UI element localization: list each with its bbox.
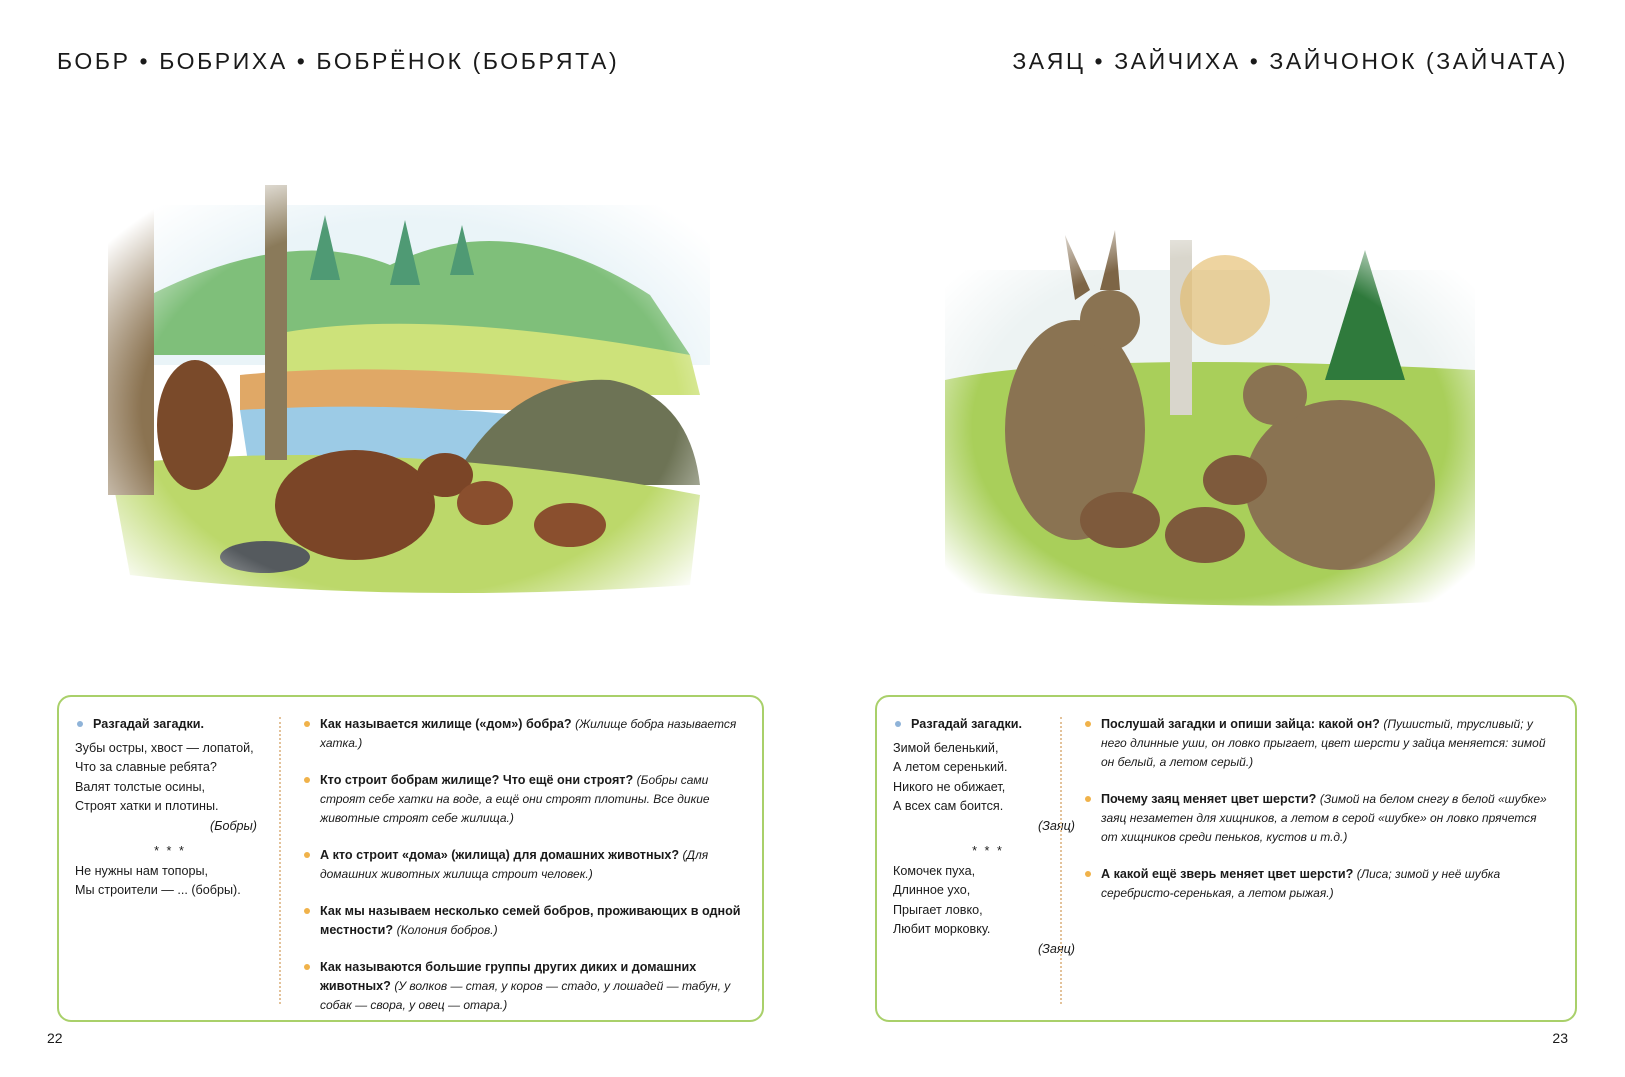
left-page-title: БОБР • БОБРИХА • БОБРЁНОК (БОБРЯТА) [57, 48, 620, 74]
riddle-line: Строят хатки и плотины. [75, 799, 219, 813]
question-text: Кто строит бобрам жилище? Что ещё они строят? [320, 773, 634, 787]
question-item [302, 715, 742, 753]
riddles-column [893, 715, 1083, 959]
question-text: Как называются большие группы других диких и домашних животных? [320, 960, 697, 993]
question-item [302, 958, 742, 1015]
question-item [1083, 865, 1555, 903]
riddle-separator: * * * [154, 844, 186, 858]
riddle-line: Зимой беленький, [893, 740, 999, 755]
riddle-line: Никого не обижает, [893, 779, 1006, 794]
riddle-line: Прыгает ловко, [893, 902, 983, 917]
right-page-title: ЗАЯЦ • ЗАЙЧИХА • ЗАЙЧОНОК (ЗАЙЧАТА) [1012, 48, 1568, 74]
question-item [1083, 715, 1555, 772]
riddle-line: Комочек пуха, [893, 863, 976, 878]
riddle-line: Любит морковку. [893, 922, 991, 936]
question-answer: (Зимой на белом снегу в белой «шубке» заяц незаметен для хищников, а летом в серой «шубке» он ловко прячется от хищников среди пеньков, кустов и т.д.) [1101, 792, 1547, 844]
riddle-separator: * * * [972, 844, 1004, 858]
question-answer: (Жилище бобра называется хатка.) [320, 717, 737, 750]
riddle-line: А летом серенький. [893, 760, 1008, 774]
riddle-line: Мы строители — ... (бобры). [75, 883, 241, 897]
column-divider [1060, 717, 1062, 1004]
question-answer: (Колония бобров.) [396, 923, 498, 937]
riddle-answer: (Заяц) [1037, 941, 1075, 956]
riddle-line: А всех сам боится. [893, 799, 1004, 813]
question-answer: (Бобры сами строят себе хатки на воде, а ещё они строят плотины. Все дикие животные строят себе жилища.) [320, 773, 710, 825]
riddles-column [75, 715, 265, 901]
vignette [90, 185, 730, 630]
left-page-number: 22 [47, 1030, 63, 1046]
question-answer: (Лиса; зимой у неё шубка серебристо-серенькая, а летом рыжая.) [1101, 867, 1501, 900]
questions-column [1083, 715, 1555, 921]
riddle-line: Не нужны нам топоры, [75, 863, 209, 878]
question-text: Как мы называем несколько семей бобров, проживающих в одной местности? [320, 904, 741, 937]
riddles-heading: Разгадай загадки. [893, 715, 1083, 735]
right-info-box [875, 695, 1577, 1022]
riddles-heading: Разгадай загадки. [75, 715, 265, 735]
question-item [302, 846, 742, 884]
question-answer: (Пушистый, трусливый; у него длинные уши, он ловко прыгает, цвет шерсти у зайца меняется: зимой он белый, а летом серый.) [1101, 717, 1546, 769]
riddle-line: Что за славные ребята? [75, 760, 217, 774]
left-info-box [57, 695, 764, 1022]
question-item [1083, 790, 1555, 847]
question-item [302, 771, 742, 828]
right-page-number: 23 [1552, 1030, 1568, 1046]
hare-illustration [935, 230, 1485, 625]
riddle-answer: (Бобры) [210, 818, 257, 833]
question-answer: (Для домашних животных жилища строит человек.) [320, 848, 709, 881]
question-text: Почему заяц меняет цвет шерсти? [1101, 792, 1317, 806]
column-divider [279, 717, 281, 1004]
riddle-line: Длинное ухо, [893, 883, 971, 897]
question-answer: (У волков — стая, у коров — стадо, у лошадей — табун, у собак — свора, у овец — отара.) [320, 979, 731, 1012]
question-text: А кто строит «дома» (жилища) для домашних животных? [320, 848, 680, 862]
vignette [935, 230, 1485, 625]
question-item [302, 902, 742, 940]
question-text: Послушай загадки и опиши зайца: какой он? [1101, 717, 1380, 731]
riddle-line: Валят толстые осины, [75, 779, 206, 794]
questions-column [302, 715, 742, 1033]
question-text: А какой ещё зверь меняет цвет шерсти? [1101, 867, 1354, 881]
riddle-line: Зубы остры, хвост — лопатой, [75, 740, 254, 755]
beaver-illustration [90, 185, 730, 630]
question-text: Как называется жилище («дом») бобра? [320, 717, 572, 731]
riddle-answer: (Заяц) [1037, 818, 1075, 833]
